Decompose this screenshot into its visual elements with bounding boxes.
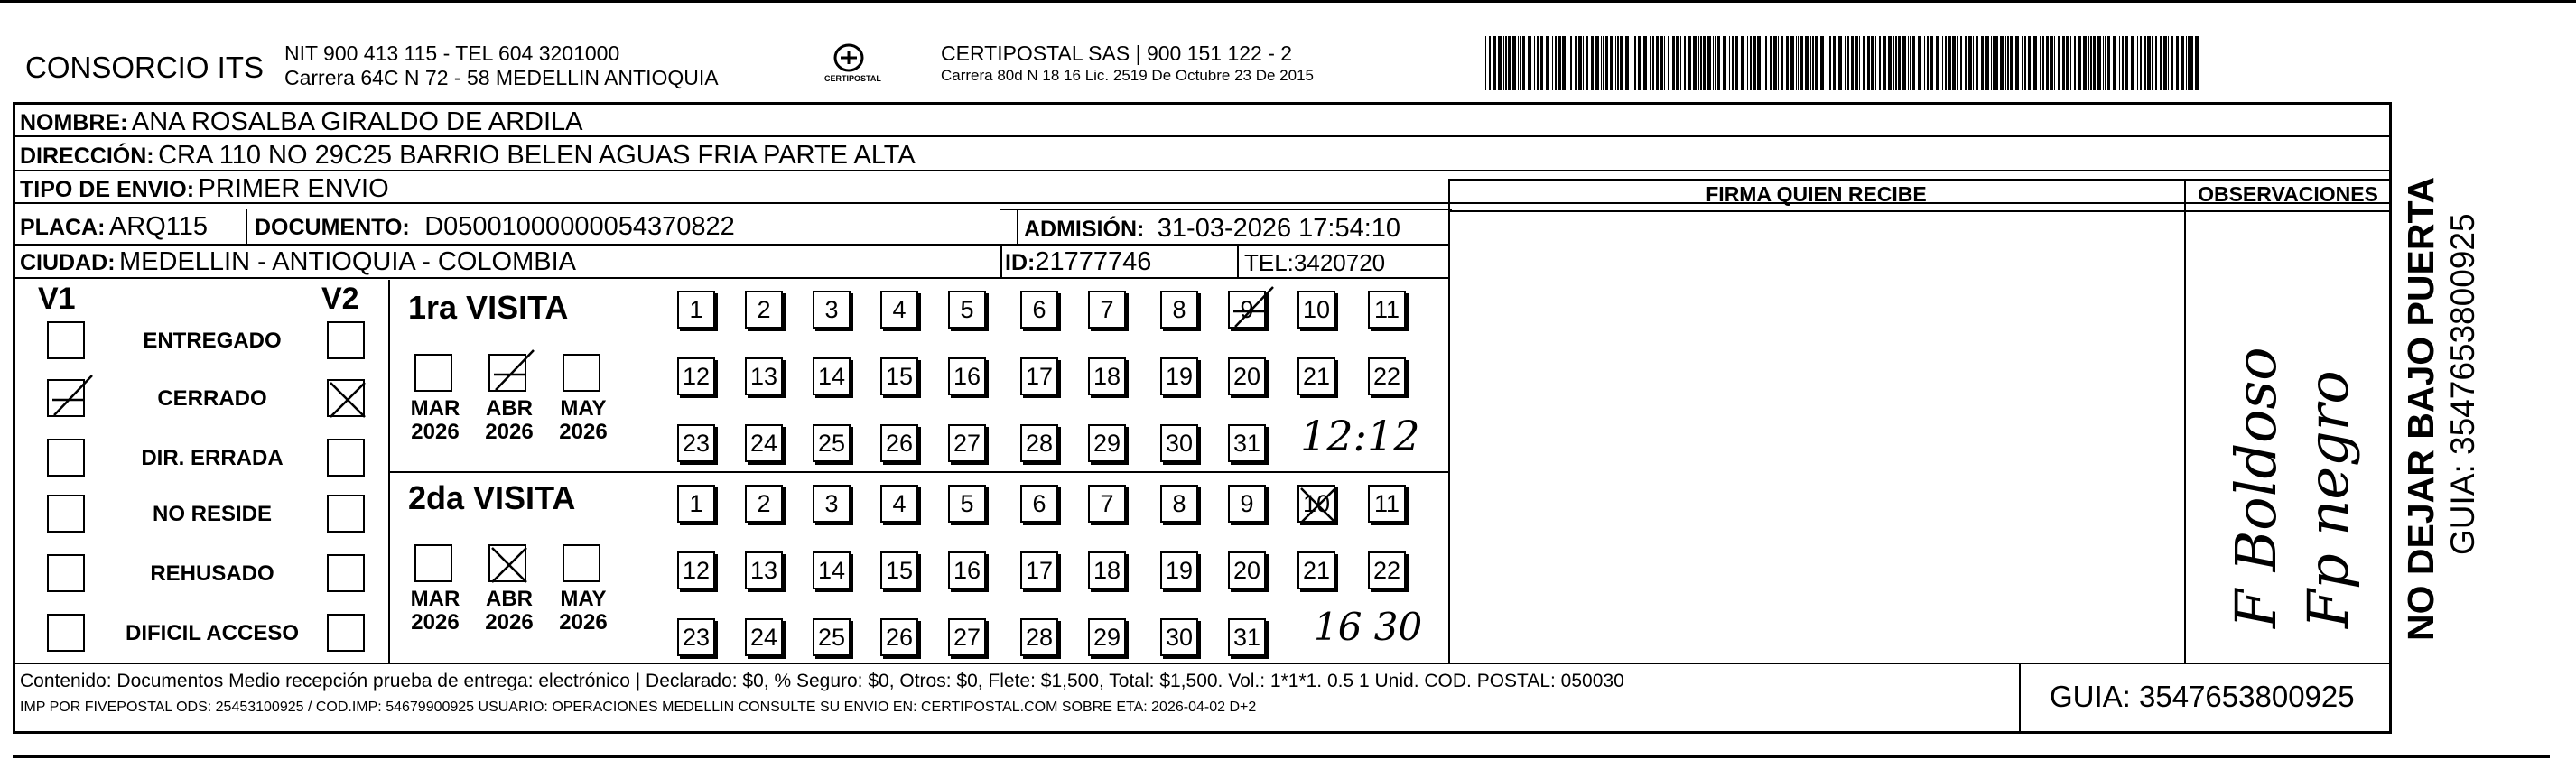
v1-month-label: MAR 2026	[410, 396, 460, 444]
plate-label: PLACA:	[20, 215, 106, 240]
v1-day-box[interactable]: 22	[1368, 357, 1406, 395]
v1-day-box[interactable]: 18	[1088, 357, 1126, 395]
col-line	[1017, 209, 1018, 245]
company-nit: NIT 900 413 115 - TEL 604 3201000	[284, 42, 620, 65]
v1-day-box[interactable]: 31	[1228, 424, 1266, 462]
col-line	[1448, 179, 2391, 181]
v2-month-label: MAR 2026	[410, 587, 460, 635]
v2-status-checkbox[interactable]	[327, 379, 365, 417]
v2-day-box[interactable]: 15	[880, 551, 918, 589]
v1-day-box[interactable]: 19	[1160, 357, 1198, 395]
status-label: CERRADO	[157, 386, 267, 411]
v2-day-box[interactable]: 5	[948, 485, 986, 523]
v2-status-checkbox[interactable]	[327, 439, 365, 477]
v2-day-box[interactable]: 6	[1020, 485, 1058, 523]
admission-label: ADMISIÓN:	[1024, 217, 1145, 242]
v2-day-box[interactable]: 7	[1088, 485, 1126, 523]
status-label: DIR. ERRADA	[141, 446, 284, 470]
v2-day-box[interactable]: 17	[1020, 551, 1058, 589]
v2-day-box[interactable]: 27	[948, 618, 986, 656]
address-value: CRA 110 NO 29C25 BARRIO BELEN AGUAS FRIA PARTE ALTA	[158, 141, 916, 170]
v2-day-box[interactable]: 8	[1160, 485, 1198, 523]
v1-status-checkbox[interactable]	[47, 614, 85, 652]
observations-header: OBSERVACIONES	[2198, 182, 2378, 206]
row-line	[13, 663, 2392, 664]
v1-status-checkbox[interactable]	[47, 321, 85, 359]
v2-label: V2	[321, 282, 359, 316]
v1-day-box[interactable]: 21	[1297, 357, 1335, 395]
company-name: CONSORCIO ITS	[25, 51, 265, 84]
v1-day-box[interactable]: 5	[948, 291, 986, 329]
row-line	[13, 244, 1450, 246]
v1-day-box[interactable]: 28	[1020, 424, 1058, 462]
v2-day-box[interactable]: 23	[677, 618, 715, 656]
v1-day-box[interactable]: 3	[813, 291, 851, 329]
ship-type-value: PRIMER ENVIO	[198, 174, 389, 203]
v2-day-box[interactable]: 26	[880, 618, 918, 656]
status-label: ENTREGADO	[143, 329, 282, 353]
v1-day-box[interactable]: 17	[1020, 357, 1058, 395]
v1-day-box[interactable]: 15	[880, 357, 918, 395]
row-line	[1000, 209, 1452, 210]
id-label: ID:	[1005, 250, 1036, 275]
side-guide-number: GUIA: 3547653800925	[2444, 213, 2481, 555]
footer-print-line: IMP POR FIVEPOSTAL ODS: 25453100925 / COD.IMP: 54679900925 USUARIO: OPERACIONES MEDELLIN CONSULTE SU ENVIO EN: CERTIPOSTAL.COM SOBRE ETA: 2026-04-02 D+2	[20, 700, 1257, 715]
v2-day-box[interactable]: 19	[1160, 551, 1198, 589]
v1-day-box[interactable]: 4	[880, 291, 918, 329]
v2-month-checkbox[interactable]	[488, 544, 526, 582]
v2-day-box[interactable]: 18	[1088, 551, 1126, 589]
v2-month-label: MAY 2026	[559, 587, 608, 635]
v1-day-box[interactable]: 27	[948, 424, 986, 462]
barcode	[1485, 36, 2208, 90]
tel-value: 3420720	[1293, 249, 1386, 276]
v2-day-box[interactable]: 28	[1020, 618, 1058, 656]
v2-day-box[interactable]: 21	[1297, 551, 1335, 589]
v2-day-box[interactable]: 25	[813, 618, 851, 656]
v1-day-box[interactable]: 16	[948, 357, 986, 395]
v1-day-box[interactable]: 10	[1297, 291, 1335, 329]
v2-day-box[interactable]: 12	[677, 551, 715, 589]
v1-day-box[interactable]: 26	[880, 424, 918, 462]
carrier-line1: CERTIPOSTAL SAS | 900 151 122 - 2	[941, 42, 1293, 65]
row-line	[13, 277, 1450, 279]
col-line	[2184, 179, 2186, 664]
v2-day-box[interactable]: 1	[677, 485, 715, 523]
v1-day-box[interactable]: 14	[813, 357, 851, 395]
v2-day-box[interactable]: 3	[813, 485, 851, 523]
v2-day-box[interactable]: 24	[745, 618, 783, 656]
admission-value: 31-03-2026 17:54:10	[1157, 214, 1401, 243]
form-left-border	[13, 102, 15, 734]
v2-month-checkbox[interactable]	[563, 544, 600, 582]
v1-day-box[interactable]: 2	[745, 291, 783, 329]
page-bottom-border	[13, 755, 2550, 758]
row-line	[388, 471, 1450, 473]
v1-day-box[interactable]: 24	[745, 424, 783, 462]
v2-day-box[interactable]: 20	[1228, 551, 1266, 589]
col-line	[1000, 244, 1002, 278]
v1-day-box[interactable]: 11	[1368, 291, 1406, 329]
v2-day-box[interactable]: 9	[1228, 485, 1266, 523]
document-label: DOCUMENTO:	[255, 215, 410, 240]
signature-area[interactable]	[1449, 212, 2184, 663]
city-label: CIUDAD:	[20, 250, 116, 275]
observation-handwriting-1: F Boldoso	[2223, 347, 2289, 628]
v1-month-label: ABR 2026	[485, 396, 534, 444]
v1-status-checkbox[interactable]	[47, 554, 85, 592]
v1-day-box[interactable]: 30	[1160, 424, 1198, 462]
observations-area[interactable]	[2187, 213, 2389, 664]
visit1-time: 12:12	[1300, 412, 1420, 460]
v1-day-box[interactable]: 29	[1088, 424, 1126, 462]
v1-day-box[interactable]: 23	[677, 424, 715, 462]
city-value: MEDELLIN - ANTIOQUIA - COLOMBIA	[119, 247, 576, 276]
footer-guide-number: GUIA: 3547653800925	[2050, 680, 2355, 713]
col-line	[2019, 664, 2021, 733]
v1-day-box[interactable]: 25	[813, 424, 851, 462]
certipostal-logo	[817, 40, 880, 94]
v2-day-box[interactable]: 22	[1368, 551, 1406, 589]
v2-month-checkbox[interactable]	[414, 544, 452, 582]
v2-day-box[interactable]: 14	[813, 551, 851, 589]
visit2-title: 2da VISITA	[408, 479, 576, 516]
status-label: REHUSADO	[150, 561, 274, 586]
v1-day-box[interactable]: 20	[1228, 357, 1266, 395]
v2-status-checkbox[interactable]	[327, 495, 365, 533]
v1-day-box[interactable]: 9	[1228, 291, 1266, 329]
v2-day-box[interactable]: 29	[1088, 618, 1126, 656]
observation-handwriting-2: Fp negro	[2295, 370, 2361, 628]
v1-day-box[interactable]: 7	[1088, 291, 1126, 329]
v1-status-checkbox[interactable]	[47, 379, 85, 417]
v1-status-checkbox[interactable]	[47, 495, 85, 533]
v2-status-checkbox[interactable]	[327, 614, 365, 652]
col-line	[246, 209, 247, 245]
form-bottom-border	[13, 731, 2392, 734]
top-border	[0, 0, 2576, 3]
v2-day-box[interactable]: 4	[880, 485, 918, 523]
v1-month-label: MAY 2026	[559, 396, 608, 444]
v1-day-box[interactable]: 12	[677, 357, 715, 395]
v1-day-box[interactable]: 6	[1020, 291, 1058, 329]
no-under-door-warning: NO DEJAR BAJO PUERTA	[2400, 176, 2441, 641]
visit1-title: 1ra VISITA	[408, 289, 569, 326]
name-value: ANA ROSALBA GIRALDO DE ARDILA	[131, 107, 583, 136]
v2-day-box[interactable]: 10	[1297, 485, 1335, 523]
logo-text: CERTIPOSTAL	[824, 74, 881, 83]
v1-status-checkbox[interactable]	[47, 439, 85, 477]
v2-day-box[interactable]: 13	[745, 551, 783, 589]
v1-day-box[interactable]: 8	[1160, 291, 1198, 329]
ship-type-label: TIPO DE ENVIO:	[20, 177, 195, 202]
v2-status-checkbox[interactable]	[327, 321, 365, 359]
plate-value: ARQ115	[108, 212, 208, 241]
address-label: DIRECCIÓN:	[20, 144, 154, 169]
id-value: 21777746	[1035, 247, 1152, 276]
v1-month-checkbox[interactable]	[563, 354, 600, 392]
signature-header: FIRMA QUIEN RECIBE	[1706, 182, 1927, 206]
form-top-border	[13, 102, 2392, 105]
name-label: NOMBRE:	[20, 110, 128, 135]
visit2-time: 16 30	[1314, 605, 1423, 649]
company-address: Carrera 64C N 72 - 58 MEDELLIN ANTIOQUIA	[284, 66, 719, 89]
footer-content-line: Contenido: Documentos Medio recepción prueba de entrega: electrónico | Declarado: $0, % Seguro: $0, Otros: $0, Flete: $1,500, Total: $1,500. Vol.: 1*1*1. 0.5 1 Unid. COD. POSTAL: 050030	[20, 671, 1624, 691]
v2-day-box[interactable]: 2	[745, 485, 783, 523]
carrier-line2: Carrera 80d N 18 16 Lic. 2519 De Octubre 23 De 2015	[941, 67, 1314, 84]
v2-day-box[interactable]: 31	[1228, 618, 1266, 656]
tel-label: TEL:	[1244, 249, 1294, 276]
status-label: NO RESIDE	[152, 502, 273, 526]
v2-day-box[interactable]: 11	[1368, 485, 1406, 523]
col-line	[1237, 244, 1239, 278]
v1-day-box[interactable]: 1	[677, 291, 715, 329]
v2-status-checkbox[interactable]	[327, 554, 365, 592]
v1-month-checkbox[interactable]	[488, 354, 526, 392]
v1-day-box[interactable]: 13	[745, 357, 783, 395]
status-label: DIFICIL ACCESO	[125, 621, 299, 645]
v1-label: V1	[38, 282, 76, 316]
v1-month-checkbox[interactable]	[414, 354, 452, 392]
document-value: D05001000000054370822	[424, 212, 735, 241]
v2-day-box[interactable]: 30	[1160, 618, 1198, 656]
v2-month-label: ABR 2026	[485, 587, 534, 635]
v2-day-box[interactable]: 16	[948, 551, 986, 589]
